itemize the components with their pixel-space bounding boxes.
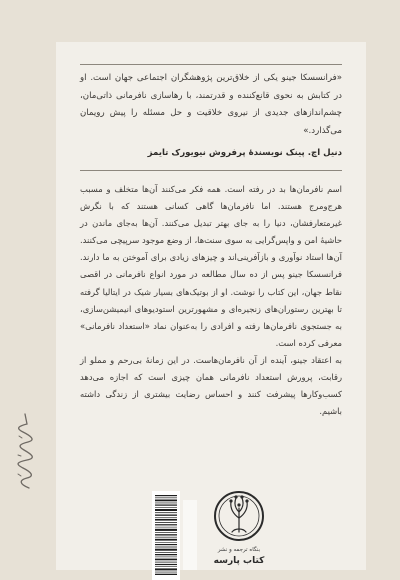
top-divider (80, 64, 342, 65)
isbn-strip (183, 500, 197, 570)
middle-divider (80, 170, 342, 171)
description-paragraph-1: اسم نافرمان‌ها بد در رفته است. همه فکر می‌کنند آن‌ها متخلف و مسبب هرج‌ومرج هستند. اما نافرمان‌ها گاهی کسانی هستند که با نگرش غیرمتعارفشان، دنیا را به جای بهتر تبدیل می‌کنند. آن‌ها به‌جای ماندن در حاشیهٔ امن و واپس‌گرایی به سوی سنت‌ها، از وضع موجود سرپیچی می‌کنند. آن‌ها استاد نوآوری و بازآفرینی‌اند و چیزهای زیادی برای آموختن به ما دارند. فرانسسکا جینو پس از ده سال مطالعه در مورد انواع نافرمانی در اقصی نقاط جهان، این کتاب را نوشت. او از بوتیک‌های بسیار شیک در ایتالیا گرفته تا بهترین رستوران‌های زنجیره‌ای و مشهورترین استودیوهای انیمیشن‌سازی، به جستجوی نافرمان‌ها رفته و افرادی را به‌عنوان نماد «استعداد نافرمانی» معرفی کرده است. (80, 184, 342, 348)
barcode (152, 491, 180, 580)
publisher-name: کتاب پارسه (213, 556, 265, 566)
publisher-tagline: بنگاه ترجمه و نشر (217, 547, 261, 553)
book-description (80, 181, 342, 420)
author-signature (15, 410, 35, 490)
endorsement-quote: «فرانسسکا جینو یکی از خلاق‌ترین پژوهشگران اجتماعی جهان است. او در کتابش به نحوی قانع‌کننده و قدرتمند، با رهاسازی نافرمانی ذاتی‌مان، چشم‌اندازهای جدیدی از نیروی خلاقیت و حل مسئله را پیش رویمان می‌گذارد.» (80, 73, 342, 136)
quote-attribution: دنیل اچ. پینک نویسندهٔ پرفروش نیویورک تایمز (147, 148, 342, 158)
description-paragraph-2: به اعتقاد جینو، آینده از آن نافرمان‌هاست. در این زمانهٔ بی‌رحم و مملو از رقابت، پرورش استعداد نافرمانی همان چیزی است که اجازه می‌دهد کسب‌وکارها پیشرفت کنند و احساس رضایت بیشتری از زندگی داشته باشیم. (80, 354, 342, 417)
